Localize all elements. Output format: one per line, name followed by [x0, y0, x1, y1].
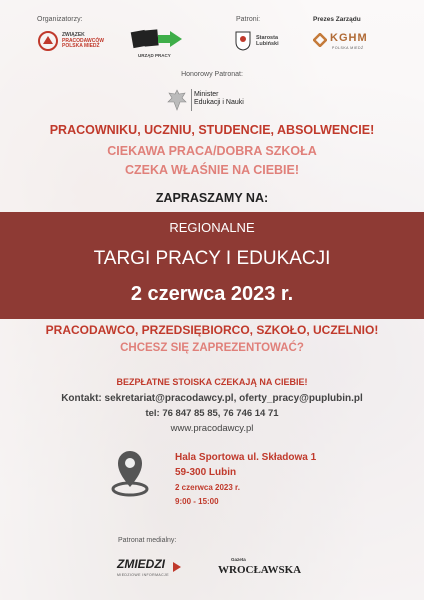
gazeta-logo: WROCŁAWSKA: [218, 564, 302, 576]
banner-date: 2 czerwca 2023 r.: [130, 283, 294, 305]
ministry-divider: [191, 89, 192, 111]
gazeta-small: Gazeta: [231, 557, 246, 562]
starosta-crest-icon: [235, 31, 251, 51]
organizers-label: Organizatorzy:: [37, 16, 83, 23]
contact-email[interactable]: Kontakt: sekretariat@pracodawcy.pl, oferty_pracy@puplubin.pl: [61, 393, 363, 404]
venue-time: 9:00 - 15:00: [175, 497, 219, 506]
location-pin-icon: [110, 447, 150, 497]
invite-heading: ZAPRASZAMY NA:: [155, 191, 269, 205]
employers-line2: CHCESZ SIĘ ZAPREZENTOWAĆ?: [120, 342, 304, 354]
contact-phone[interactable]: tel: 76 847 85 85, 76 746 14 71: [145, 408, 279, 419]
venue-date: 2 czerwca 2023 r.: [175, 483, 240, 492]
banner-line1: REGIONALNE: [169, 220, 255, 235]
zmiedzi-sub: MIEDZIOWE INFORMACJE: [117, 573, 169, 577]
media-label: Patronat medialny:: [118, 537, 177, 544]
starosta-label: Starosta Lubiński: [256, 35, 279, 48]
intro-line2: CIEKAWA PRACA/DOBRA SZKOŁA: [107, 144, 317, 158]
urzad-pracy-label: URZĄD PRACY: [138, 53, 171, 58]
zpm-logo-icon: [38, 31, 58, 51]
zmiedzi-arrow-icon: [172, 560, 182, 572]
eagle-emblem-icon: [166, 88, 188, 112]
kghm-logo-icon: [313, 33, 327, 47]
urzad-pracy-logo-icon: [130, 29, 184, 53]
banner-title: TARGI PRACY I EDUKACJI: [93, 248, 331, 269]
venue-line2: 59-300 Lubin: [175, 467, 237, 478]
kghm-name: KGHM: [330, 32, 368, 44]
ministry-name: Minister Edukacji i Nauki: [194, 91, 244, 107]
zpm-logo-text: ZWIĄZEK PRACODAWCÓW POLSKA MIEDŹ: [62, 32, 104, 49]
free-stands-text: BEZPŁATNE STOISKA CZEKAJĄ NA CIEBIE!: [116, 377, 308, 387]
patrons-label: Patroni:: [236, 16, 261, 23]
board-label: Prezes Zarządu: [313, 16, 361, 23]
employers-line1: PRACODAWCO, PRZEDSIĘBIORCO, SZKOŁO, UCZELNIO!: [45, 323, 379, 337]
website-link[interactable]: www.pracodawcy.pl: [170, 423, 254, 434]
venue-line1: Hala Sportowa ul. Składowa 1: [175, 452, 317, 463]
intro-line1: PRACOWNIKU, UCZNIU, STUDENCIE, ABSOLWENCIE!: [49, 123, 375, 137]
honorary-label: Honorowy Patronat:: [181, 71, 243, 78]
kghm-sub: POLSKA MIEDŹ: [332, 46, 364, 50]
intro-line3: CZEKA WŁAŚNIE NA CIEBIE!: [124, 163, 300, 177]
zmiedzi-logo: ZMIEDZI: [117, 557, 165, 571]
